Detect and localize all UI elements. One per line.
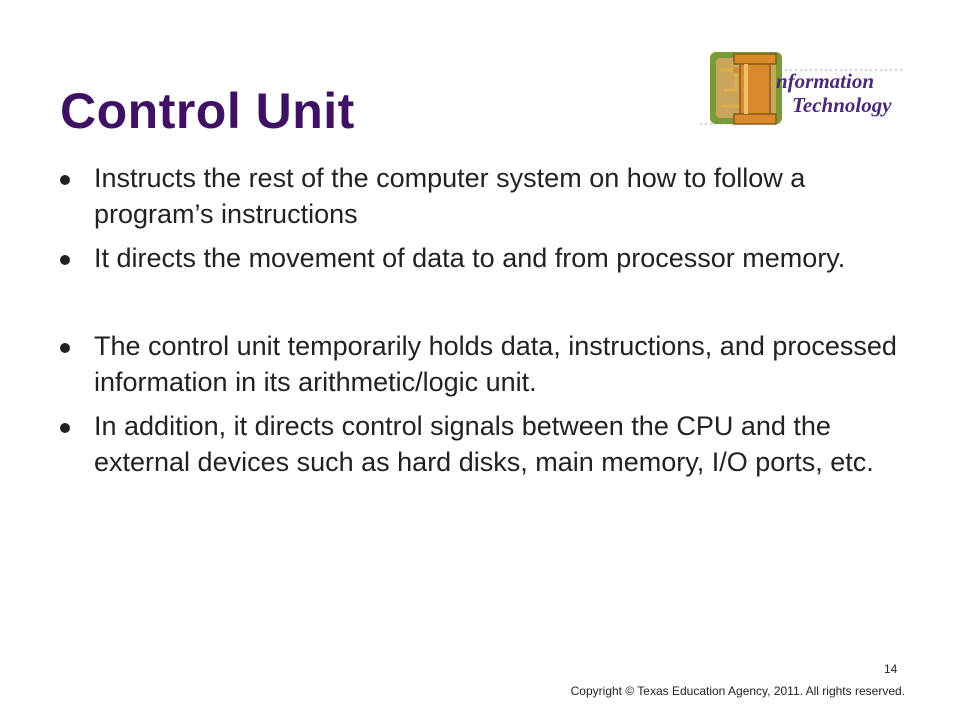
initial-letter [734,54,776,124]
bullet-item [60,160,900,232]
bullet-text: The control unit temporarily holds data, instructions, and processed information in its arithmetic/logic unit. [94,331,897,397]
slide-title: Control Unit [60,83,355,139]
logo-word-2: Technology [792,93,892,117]
bullet-text: In addition, it directs control signals between the CPU and the external devices such as hard disks, main memory, I/O ports, etc. [94,411,874,477]
page-number: 14 [884,662,898,676]
bullet-dot-icon [60,255,70,265]
bullet-text: Instructs the rest of the computer system on how to follow a program’s instructions [94,163,806,229]
bullet-dot-icon [60,343,70,353]
copyright-notice: Copyright © Texas Education Agency, 2011. All rights reserved. [570,684,905,698]
bullet-dot-icon [60,175,70,185]
information-technology-logo [700,40,908,132]
bullet-item [60,328,900,400]
bullet-item [60,408,900,480]
bullet-list [60,160,900,488]
bullet-item [60,240,900,276]
logo-word-1: nformation [776,69,875,93]
bullet-text: It directs the movement of data to and from processor memory. [94,243,846,273]
bullet-dot-icon [60,423,70,433]
